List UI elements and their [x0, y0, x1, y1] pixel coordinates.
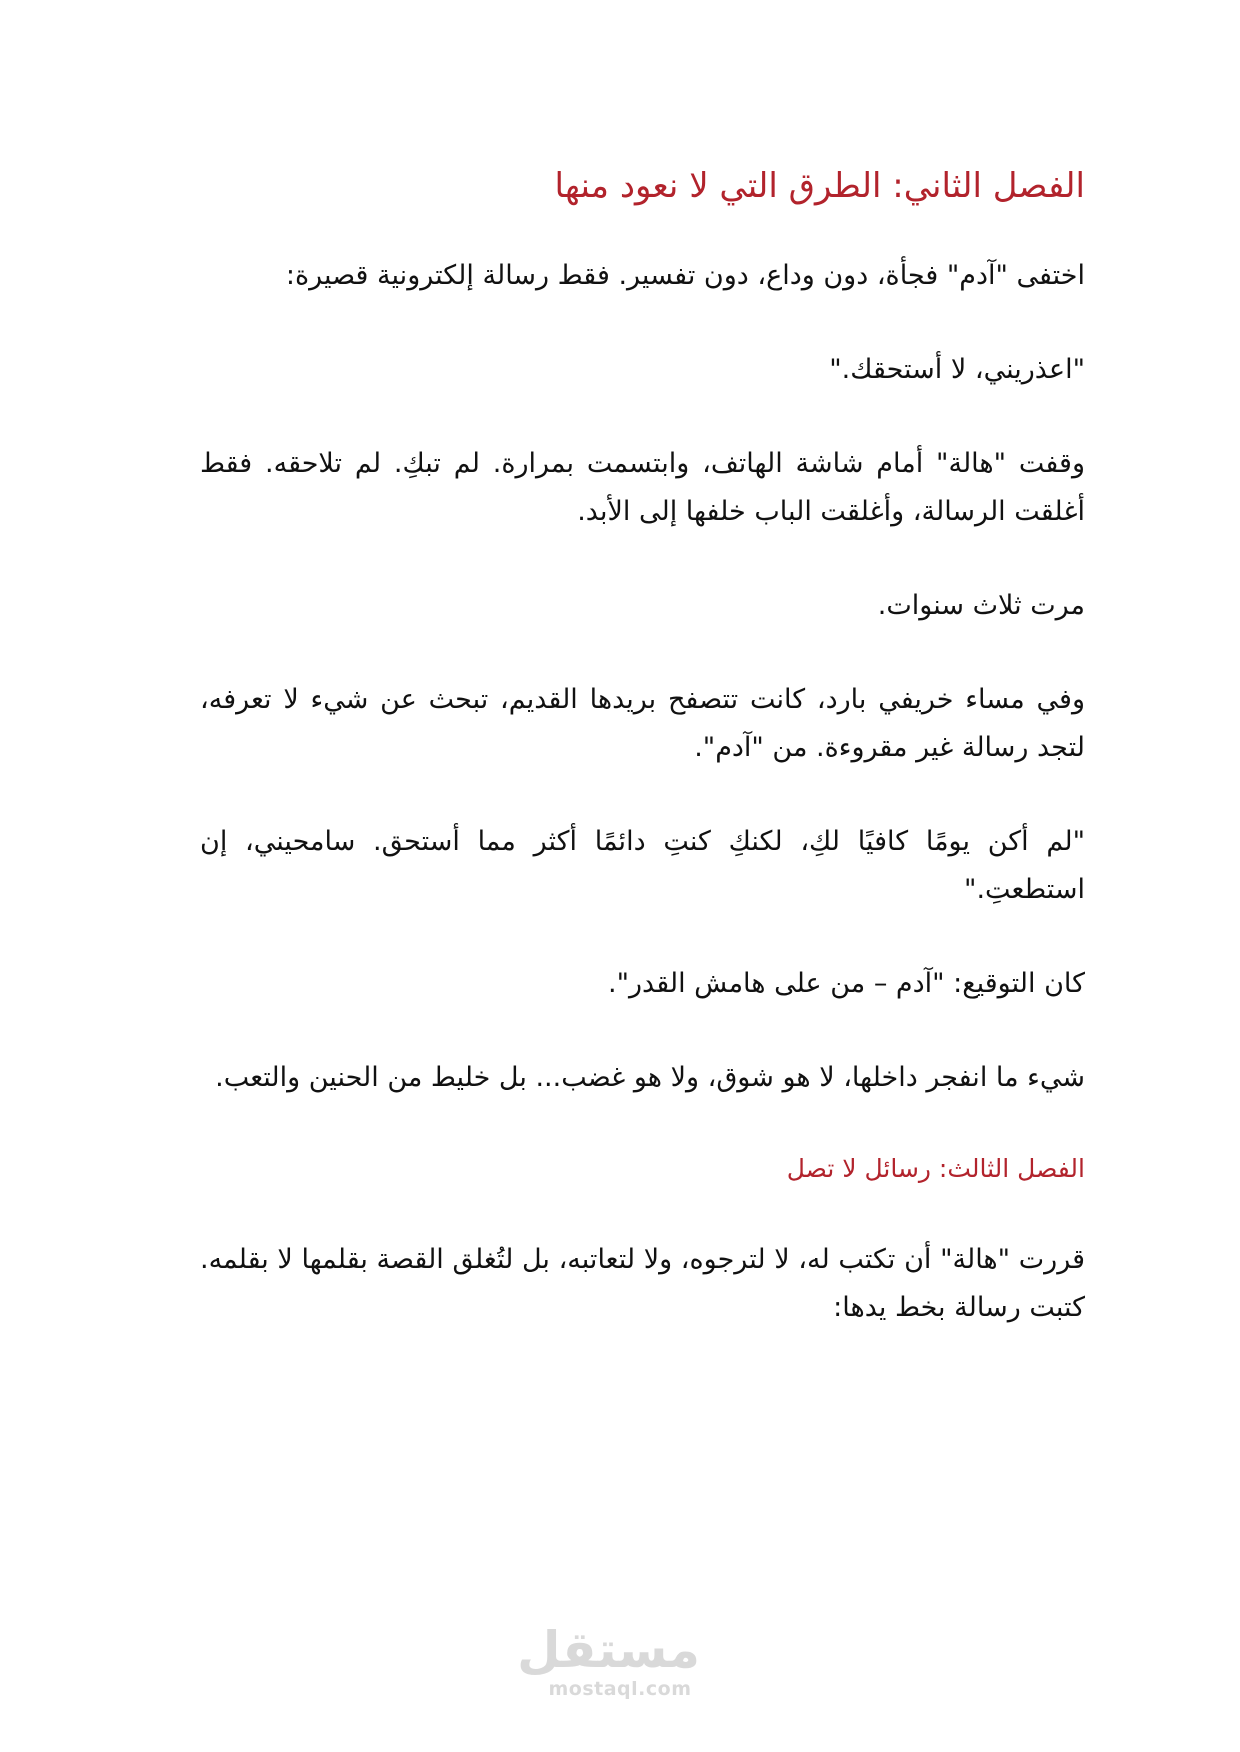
watermark-logo-word: مستقل — [517, 1621, 700, 1679]
paragraph-signature: كان التوقيع: "آدم – من على هامش القدر". — [607, 968, 1085, 999]
paragraph-hala-reaction: وقفت "هالة" أمام شاشة الهاتف، وابتسمت بمرارة. لم تبكِ. لم تلاحقه. فقط أغلقت الرسالة، وأغلقت الباب خلفها إلى الأبد. — [200, 448, 1085, 527]
mostaql-watermark — [517, 1621, 700, 1700]
paragraph-disappearance: اختفى "آدم" فجأة، دون وداع، دون تفسير. فقط رسالة إلكترونية قصيرة: — [285, 260, 1085, 291]
chapter-three-title: الفصل الثالث: رسائل لا تصل — [786, 1154, 1085, 1183]
chapter-two-title: الفصل الثاني: الطرق التي لا نعود منها — [554, 166, 1085, 206]
paragraph-email-quote: "اعذريني، لا أستحقك." — [829, 354, 1085, 385]
paragraph-adam-letter-quote: "لم أكن يومًا كافيًا لكِ، لكنكِ كنتِ دائمًا أكثر مما أستحق. سامحيني، إن استطعتِ." — [200, 826, 1085, 905]
paragraph-autumn-evening: وفي مساء خريفي بارد، كانت تتصفح بريدها القديم، تبحث عن شيء لا تعرفه، لتجد رسالة غير مقروءة. من "آدم". — [200, 684, 1085, 763]
document-body — [200, 150, 1085, 1378]
watermark-domain: mostaql.com — [548, 1678, 692, 1700]
paragraph-hala-decision: قررت "هالة" أن تكتب له، لا لترجوه، ولا لتعاتبه، بل لتُغلق القصة بقلمها لا بقلمه. كتبت رسالة بخط يدها: — [200, 1244, 1085, 1323]
paragraph-three-years: مرت ثلاث سنوات. — [877, 590, 1085, 621]
paragraph-emotion: شيء ما انفجر داخلها، لا هو شوق، ولا هو غضب... بل خليط من الحنين والتعب. — [215, 1062, 1085, 1093]
